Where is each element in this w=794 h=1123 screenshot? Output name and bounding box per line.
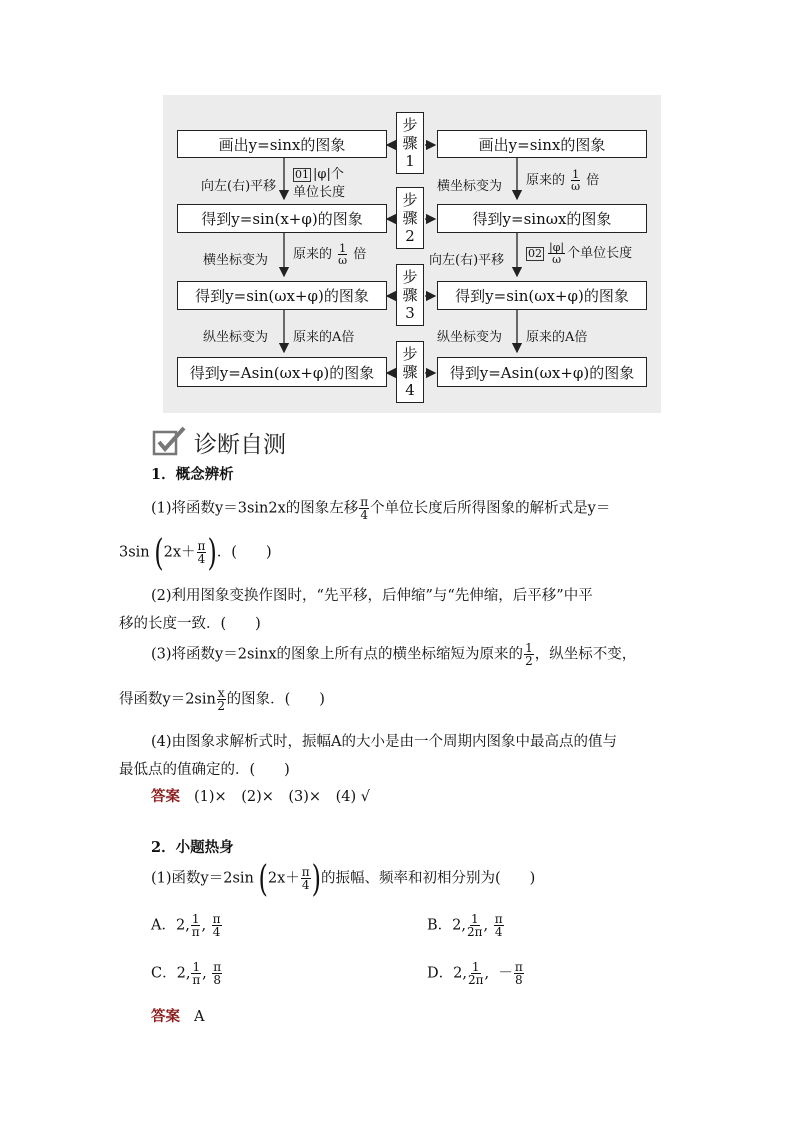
frac-num: 1 <box>572 168 580 181</box>
frac-num: 1 <box>470 912 479 926</box>
option-d[interactable] <box>427 961 525 986</box>
left-box-1: 画出y=sinx的图象 <box>177 130 387 158</box>
q1-heading: 1．概念辨析 <box>151 466 234 483</box>
frac-den: 2π <box>467 973 484 987</box>
frac-num: 1 <box>471 960 480 974</box>
label-horizontal-scale-right: 横坐标变为 <box>437 179 503 194</box>
frac-den: ω <box>571 180 581 193</box>
label-vertical-scale-factor: 原来的A倍 <box>293 330 355 345</box>
step-3-char-2: 骤 <box>402 286 418 304</box>
option-d-frac1 <box>468 961 484 986</box>
frac-num: |φ| <box>549 241 565 254</box>
frac-den: 4 <box>494 925 503 939</box>
option-d-label: D．2, <box>427 965 467 982</box>
left-box-3: 得到y=sin(ωx+φ)的图象 <box>177 281 387 310</box>
q1-item4-line2: 最低点的值确定的．( ) <box>119 762 290 778</box>
option-a[interactable] <box>151 913 223 938</box>
label-shift-left: 向左(右)平移 <box>201 179 277 194</box>
frac-den: 4 <box>360 508 369 522</box>
label-unit-length: 单位长度 <box>293 185 346 200</box>
q1-item1-frac <box>359 496 369 521</box>
step-2-char-1: 步 <box>402 191 418 209</box>
option-d-frac2 <box>514 961 524 986</box>
left-box-2: 得到y=sin(x+φ)的图象 <box>177 204 387 233</box>
option-b-frac1 <box>467 913 483 938</box>
frac-den: 2 <box>217 699 226 713</box>
tag-01: 01 <box>295 168 309 181</box>
frac-num: π <box>197 539 206 553</box>
option-b-frac2 <box>494 913 504 938</box>
answer-value: (1)× (2)× (3)× (4) √ <box>194 789 370 805</box>
q1-item3-text-a: (3)将函数y＝2sinx的图象上所有点的横坐标缩短为原来的 <box>151 646 524 663</box>
label-vertical-scale-left: 纵坐标变为 <box>203 330 269 345</box>
label-times-right: 倍 <box>586 173 600 188</box>
option-c-frac2 <box>212 961 222 986</box>
q1-item3-frac <box>524 642 534 667</box>
step-4 <box>396 341 424 403</box>
q1-item3-frac2 <box>217 687 226 712</box>
left-paren: ( <box>154 531 164 574</box>
frac-den: π <box>191 925 200 939</box>
q1-item4-line1: (4)由图象求解析式时，振幅A的大小是由一个周期内图象中最高点的值与 <box>151 734 618 750</box>
left-box-4: 得到y=Asin(ωx+φ)的图象 <box>177 357 387 387</box>
frac-den: 4 <box>212 925 221 939</box>
transformation-diagram <box>163 95 661 413</box>
step-4-char-1: 步 <box>402 345 418 363</box>
step-2 <box>396 187 424 249</box>
option-d-sep: , <box>484 965 490 982</box>
option-b-label: B．2, <box>427 917 466 934</box>
label-horizontal-scale-left: 横坐标变为 <box>203 253 269 268</box>
step-3-num: 3 <box>405 304 415 322</box>
q2-item1-frac <box>301 866 311 891</box>
section-title: 诊断自测 <box>194 432 286 458</box>
q2-item1-text-c: 的振幅、频率和初相分别为( ) <box>321 870 536 887</box>
label-times: 倍 <box>353 247 367 262</box>
frac-den: 4 <box>301 878 310 892</box>
right-box-1: 画出y=sinx的图象 <box>437 130 647 158</box>
option-c[interactable] <box>151 961 223 986</box>
label-vertical-scale-right-factor: 原来的A倍 <box>526 330 588 345</box>
q2-item1 <box>151 857 536 900</box>
option-a-label: A．2, <box>151 917 190 934</box>
tag-02: 02 <box>528 247 542 260</box>
frac-den: π <box>192 973 201 987</box>
fraction-phi-over-omega <box>548 242 565 265</box>
label-original-right: 原来的 <box>526 173 566 188</box>
step-4-char-2: 骤 <box>402 363 418 381</box>
q1-item1-text-b: 个单位长度后所得图象的解析式是y＝ <box>370 500 611 517</box>
label-vertical-scale-right: 纵坐标变为 <box>437 330 503 345</box>
frac-den: 8 <box>213 973 222 987</box>
right-box-3: 得到y=sin(ωx+φ)的图象 <box>437 281 647 310</box>
q1-item1-line1 <box>151 496 610 521</box>
step-3 <box>396 264 424 326</box>
frac-num: π <box>301 865 310 879</box>
q2-item1-text-b: 2x＋ <box>267 870 300 887</box>
label-unit-length-right: 个单位长度 <box>567 246 633 261</box>
step-2-num: 2 <box>405 227 415 245</box>
frac-num: π <box>514 960 523 974</box>
q1-item1-text-a: (1)将函数y＝3sin2x的图象左移 <box>151 500 359 517</box>
answer-value: A <box>194 1009 205 1025</box>
right-paren: ) <box>311 857 322 900</box>
step-1-char-2: 骤 <box>402 134 418 152</box>
frac-num: x <box>217 686 225 700</box>
label-abs-phi: |φ|个 <box>313 167 344 182</box>
q1-item1-text-e: ．( ) <box>216 544 272 561</box>
option-c-label: C．2, <box>151 965 191 982</box>
label-original: 原来的 <box>293 247 333 262</box>
q2-answer <box>151 1005 204 1026</box>
q1-item1-text-d: 2x＋ <box>163 544 196 561</box>
frac-num: π <box>212 912 221 926</box>
frac-den: ω <box>338 254 348 267</box>
frac-den: 2π <box>467 925 483 939</box>
step-2-char-2: 骤 <box>402 209 418 227</box>
answer-label: 答案 <box>151 788 180 805</box>
q2-item1-text-a: (1)函数y＝2sin <box>151 870 254 887</box>
left-paren: ( <box>258 857 268 900</box>
answer-label: 答案 <box>151 1008 180 1025</box>
frac-num: 1 <box>192 960 201 974</box>
frac-den: 2 <box>525 654 533 668</box>
step-1-num: 1 <box>405 152 415 170</box>
step-4-num: 4 <box>405 381 415 399</box>
step-3-char-1: 步 <box>402 268 418 286</box>
step-1 <box>396 112 424 174</box>
q1-item1-text-c: 3sin <box>119 544 150 561</box>
right-box-4: 得到y=Asin(ωx+φ)的图象 <box>437 357 647 387</box>
right-paren: ) <box>207 531 217 574</box>
label-horizontal-scale-factor <box>293 243 366 266</box>
label-shift-amount <box>293 163 344 182</box>
option-b[interactable] <box>427 913 505 938</box>
option-a-frac1 <box>191 913 201 938</box>
option-c-frac1 <box>191 961 201 986</box>
label-shift-right-amount <box>526 242 632 265</box>
option-d-neg: － <box>498 965 513 982</box>
right-box-2: 得到y=sinωx的图象 <box>437 204 647 233</box>
check-icon <box>152 426 188 456</box>
option-b-sep: , <box>483 917 489 934</box>
option-a-frac2 <box>212 913 222 938</box>
label-horizontal-scale-right-factor <box>526 169 599 192</box>
frac-num: 1 <box>191 912 200 926</box>
option-a-sep: , <box>201 917 207 934</box>
frac-den: ω <box>552 253 562 266</box>
q1-item1-line2 <box>119 531 272 574</box>
frac-num: π <box>494 912 503 926</box>
frac-num: 1 <box>525 641 533 655</box>
fraction-1-over-omega <box>338 243 347 266</box>
frac-den: 8 <box>514 973 523 987</box>
q2-heading: 2．小题热身 <box>151 839 234 856</box>
q1-item3-text-b: ，纵坐标不变， <box>534 646 637 663</box>
label-shift-right: 向左(右)平移 <box>429 253 505 268</box>
frac-num: π <box>360 495 369 509</box>
frac-den: 4 <box>197 552 206 566</box>
q1-item3-text-d: 的图象．( ) <box>226 691 325 708</box>
step-1-char-1: 步 <box>402 116 418 134</box>
fraction-1-over-omega-right <box>571 169 580 192</box>
q1-item3-line2 <box>119 687 325 712</box>
q1-item2-line2: 移的长度一致．( ) <box>119 616 261 632</box>
q1-item3-line1 <box>151 642 636 667</box>
q1-answer <box>151 785 370 806</box>
frac-num: 1 <box>339 242 347 255</box>
frac-num: π <box>213 960 222 974</box>
q1-item1-frac2 <box>197 540 207 565</box>
q1-item2-line1: (2)利用图象变换作图时，“先平移，后伸缩”与“先伸缩，后平移”中平 <box>151 588 593 604</box>
q1-item3-text-c: 得函数y＝2sin <box>119 691 216 708</box>
option-c-sep: , <box>202 965 207 982</box>
